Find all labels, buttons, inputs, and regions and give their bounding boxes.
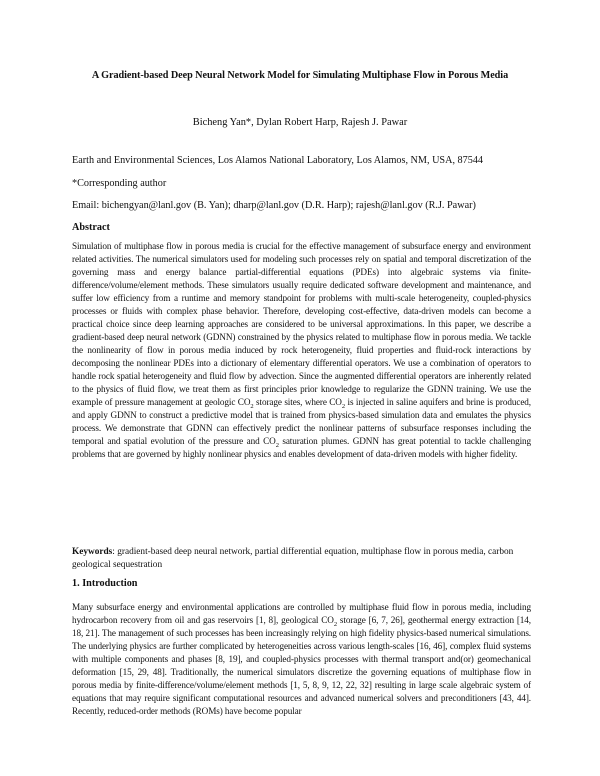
abstract-heading: Abstract	[72, 222, 110, 233]
abstract-text-2: storage sites, where CO	[253, 397, 342, 407]
abstract-subscript-3: 2	[275, 441, 279, 449]
abstract-text-3: is injected in saline aquifers and brine is produced, and apply GDNN to construct a predictive model that is trained from physics-based simulation data and emulates the physics process. We demonstrate that GDNN can effectively predict the nonlinear patterns of subsurface responses including the temporal and spatial evolution of the pressure and CO	[72, 397, 531, 446]
intro-text-1: Many subsurface energy and environmental applications are controlled by multiphase fluid flow in porous media, including hydrocarbon recovery from oil and gas reservoirs [1, 8], geological CO	[72, 602, 531, 625]
introduction-body	[72, 601, 531, 718]
keywords-label: Keywords	[72, 547, 113, 557]
abstract-subscript-2: 2	[341, 402, 345, 410]
abstract-subscript-1: 2	[250, 402, 254, 410]
keywords-text: : gradient-based deep neural network, partial differential equation, multiphase flow in porous media, carbon geological sequestration	[72, 547, 514, 570]
intro-subscript-1: 2	[333, 620, 337, 628]
corresponding-author-note: *Corresponding author	[72, 178, 167, 189]
intro-text-2: storage [6, 7, 26], geothermal energy extraction [14, 18, 21]. The management of such processes has been increasingly relying on high fidelity physics-based numerical simulations. The underlying physics are further complicated by heterogeneities across various length-scales [16, 46], complex fluid systems with multiple components and phases [8, 19], and coupled-physics processes with thermal transport and(or) geomechanical deformation [15, 29, 48]. Traditionally, the numerical simulators discretize the governing equations of multiphase flow in porous media by finite-difference/volume/element methods [1, 5, 8, 9, 12, 22, 32] resulting in large scale algebraic system of equations that may require significant computational resources and advanced numerical solvers and preconditioners [43, 44]. Recently, reduced-order methods (ROMs) have become popular	[72, 615, 531, 716]
keywords-block	[72, 546, 532, 572]
affiliation: Earth and Environmental Sciences, Los Alamos National Laboratory, Los Alamos, NM, USA, 87544	[72, 155, 484, 166]
email-line: Email: bichengyan@lanl.gov (B. Yan); dharp@lanl.gov (D.R. Harp); rajesh@lanl.gov (R.J. Pawar)	[72, 200, 476, 211]
paper-title: A Gradient-based Deep Neural Network Model for Simulating Multiphase Flow in Porous Media	[91, 70, 509, 81]
abstract-body	[72, 240, 531, 461]
introduction-heading: 1. Introduction	[72, 578, 138, 589]
abstract-text-1: Simulation of multiphase flow in porous media is crucial for the effective management of subsurface energy and environment related activities. The numerical simulators used for modeling such processes rely on spatial and temporal discretization of the governing mass and energy balance partial-differential equations (PDEs) into algebraic systems via finite-difference/volume/element methods. These simulators usually require dedicated software development and maintenance, and suffer low efficiency from a runtime and memory standpoint for problems with multi-scale heterogeneity, coupled-physics processes or fluids with complex phase behavior. Therefore, developing cost-effective, data-driven models can become a practical choice since deep learning approaches are considered to be universal approximations. In this paper, we describe a gradient-based deep neural network (GDNN) constrained by the physics related to multiphase flow in porous media. We tackle the nonlinearity of flow in porous media induced by rock heterogeneity, fluid properties and fluid-rock interactions by decomposing the nonlinear PDEs into a dictionary of elementary differential operators. We use a combination of operators to handle rock spatial heterogeneity and fluid flow by advection. Since the augmented differential operators are inherently related to the physics of fluid flow, we treat them as first principles prior knowledge to regularize the GDNN training. We use the example of pressure management at geologic CO	[72, 241, 531, 407]
author-list: Bicheng Yan*, Dylan Robert Harp, Rajesh J. Pawar	[192, 117, 408, 128]
abstract-text-4: saturation plumes. GDNN has great potential to tackle challenging problems that are governed by highly nonlinear physics and enables development of data-driven models with higher fidelity.	[72, 436, 532, 459]
